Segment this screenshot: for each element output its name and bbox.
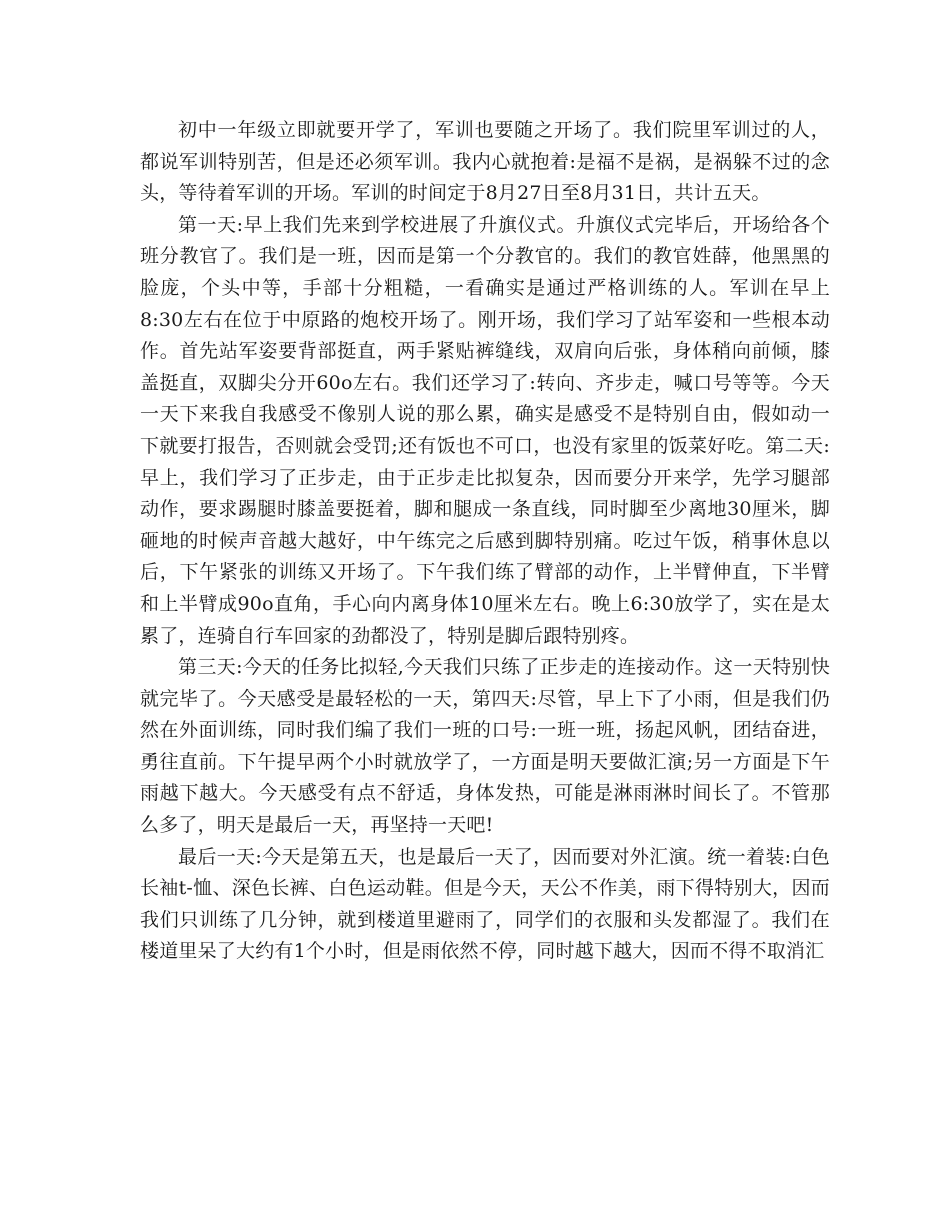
- document-body: [140, 115, 830, 968]
- paragraph-day-one-two: 第一天:早上我们先来到学校进展了升旗仪式。升旗仪式完毕后，开场给各个班分教官了。我们是一班，因而是第一个分教官的。我们的教官姓薛，他黑黑的脸庞，个头中等，手部十分粗糙，一看确实是通过严格训练的人。军训在早上8:30左右在位于中原路的炮校开场了。刚开场，我们学习了站军姿和一些根本动作。首先站军姿要背部挺直，两手紧贴裤缝线，双肩向后张，身体稍向前倾，膝盖挺直，双脚尖分开60o左右。我们还学习了:转向、齐步走，喊口号等等。今天一天下来我自我感受不像别人说的那么累，确实是感受不是特别自由，假如动一下就要打报告，否则就会受罚;还有饭也不可口，也没有家里的饭菜好吃。第二天:早上，我们学习了正步走，由于正步走比拟复杂，因而要分开来学，先学习腿部动作，要求踢腿时膝盖要挺着，脚和腿成一条直线，同时脚至少离地30厘米，脚砸地的时候声音越大越好，中午练完之后感到脚特别痛。吃过午饭，稍事休息以后，下午紧张的训练又开场了。下午我们练了臂部的动作，上半臂伸直，下半臂和上半臂成90o直角，手心向内离身体10厘米左右。晚上6:30放学了，实在是太累了，连骑自行车回家的劲都没了，特别是脚后跟特别疼。: [140, 213, 830, 647]
- paragraph-last-day: 最后一天:今天是第五天，也是最后一天了，因而要对外汇演。统一着装:白色长袖t-恤、深色长裤、白色运动鞋。但是今天，天公不作美，雨下得特别大，因而我们只训练了几分钟，就到楼道里避雨了，同学们的衣服和头发都湿了。我们在楼道里呆了大约有1个小时，但是雨依然不停，同时越下越大，因而不得不取消汇: [140, 845, 830, 963]
- paragraph-day-three-four: 第三天:今天的任务比拟轻,今天我们只练了正步走的连接动作。这一天特别快就完毕了。今天感受是最轻松的一天，第四天:尽管，早上下了小雨，但是我们仍然在外面训练，同时我们编了我们一班的口号:一班一班，扬起风帆，团结奋进，勇往直前。下午提早两个小时就放学了，一方面是明天要做汇演;另一方面是下午雨越下越大。今天感受有点不舒适，身体发热，可能是淋雨淋时间长了。不管那么多了，明天是最后一天，再坚持一天吧!: [140, 656, 830, 837]
- paragraph-intro: 初中一年级立即就要开学了，军训也要随之开场了。我们院里军训过的人，都说军训特别苦，但是还必须军训。我内心就抱着:是福不是祸，是祸躲不过的念头，等待着军训的开场。军训的时间定于8月27日至8月31日，共计五天。: [140, 119, 830, 205]
